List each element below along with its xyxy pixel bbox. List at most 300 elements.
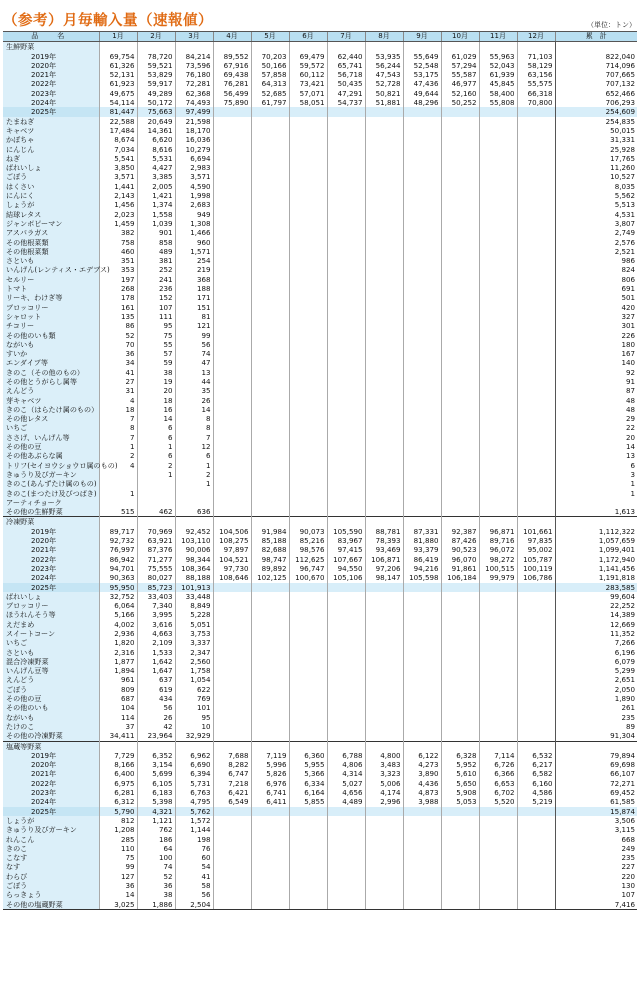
table-cell: 29 <box>555 414 637 423</box>
table-cell: 108,646 <box>213 573 251 582</box>
table-cell <box>517 498 555 507</box>
table-cell: 6,741 <box>251 788 289 797</box>
table-cell <box>365 433 403 442</box>
table-cell <box>327 405 365 414</box>
table-cell: 74,493 <box>175 98 213 107</box>
item-row <box>3 489 637 498</box>
table-cell <box>289 349 327 358</box>
table-cell: 6,702 <box>479 788 517 797</box>
item-name: トマト <box>3 284 99 293</box>
table-cell <box>479 657 517 666</box>
table-cell <box>517 470 555 479</box>
table-cell: 89 <box>555 722 637 731</box>
table-cell <box>479 358 517 367</box>
table-cell: 112,625 <box>289 555 327 564</box>
table-cell <box>327 703 365 712</box>
table-cell <box>251 583 289 592</box>
table-cell: 1 <box>175 461 213 470</box>
table-cell <box>479 853 517 862</box>
row-label: 2021年 <box>3 70 99 79</box>
table-cell: 2 <box>137 461 175 470</box>
table-cell: 52,548 <box>403 61 441 70</box>
table-cell <box>251 163 289 172</box>
table-cell <box>289 368 327 377</box>
item-row <box>3 145 637 154</box>
table-cell: 97,897 <box>213 545 251 554</box>
table-cell <box>365 191 403 200</box>
table-cell <box>479 675 517 684</box>
item-name: ごぼう <box>3 172 99 181</box>
table-cell <box>327 414 365 423</box>
table-cell: 86,942 <box>99 555 137 564</box>
item-row <box>3 816 637 825</box>
table-cell: 186 <box>137 835 175 844</box>
item-name: えんどう <box>3 386 99 395</box>
table-cell: 32,752 <box>99 592 137 601</box>
table-cell <box>137 479 175 488</box>
table-cell <box>403 172 441 181</box>
table-cell <box>403 377 441 386</box>
table-cell <box>441 238 479 247</box>
table-cell: 87,331 <box>403 527 441 536</box>
column-header: 4月 <box>213 32 251 42</box>
table-cell: 6,400 <box>99 769 137 778</box>
table-cell: 5,166 <box>99 610 137 619</box>
table-cell <box>289 145 327 154</box>
table-cell: 6 <box>175 451 213 460</box>
table-cell <box>213 638 251 647</box>
table-cell <box>479 442 517 451</box>
table-cell <box>517 331 555 340</box>
table-cell <box>289 825 327 834</box>
table-cell <box>517 433 555 442</box>
year-row <box>3 760 637 769</box>
table-cell <box>327 900 365 910</box>
table-cell <box>479 154 517 163</box>
table-cell <box>403 666 441 675</box>
item-name: チコリー <box>3 321 99 330</box>
table-cell <box>365 807 403 816</box>
table-cell: 84,214 <box>175 52 213 61</box>
table-cell: 901 <box>137 228 175 237</box>
table-cell: 97,835 <box>517 536 555 545</box>
table-cell <box>441 853 479 862</box>
table-cell <box>251 703 289 712</box>
table-cell <box>365 583 403 592</box>
table-cell: 1,374 <box>137 200 175 209</box>
table-cell: 8 <box>175 423 213 432</box>
table-cell <box>251 741 289 751</box>
table-cell <box>251 648 289 657</box>
table-cell <box>213 312 251 321</box>
table-cell <box>327 210 365 219</box>
table-cell <box>365 685 403 694</box>
table-cell <box>403 219 441 228</box>
table-cell <box>517 853 555 862</box>
table-cell <box>327 219 365 228</box>
table-cell <box>251 145 289 154</box>
table-cell <box>441 145 479 154</box>
table-cell <box>479 414 517 423</box>
table-cell <box>517 117 555 126</box>
table-cell <box>403 303 441 312</box>
table-cell <box>251 900 289 910</box>
table-cell <box>441 396 479 405</box>
section-header: 冷凍野菜 <box>3 517 99 527</box>
table-cell: 81 <box>175 312 213 321</box>
table-cell <box>327 191 365 200</box>
table-cell <box>517 731 555 741</box>
table-cell: 6,690 <box>175 760 213 769</box>
table-cell: 235 <box>555 713 637 722</box>
table-cell <box>327 200 365 209</box>
table-cell <box>441 498 479 507</box>
row-label: 2021年 <box>3 545 99 554</box>
table-cell: 5,955 <box>289 760 327 769</box>
item-name: きのこ（その他のもの） <box>3 368 99 377</box>
table-cell: 62,440 <box>327 52 365 61</box>
item-name: ほうれんそう等 <box>3 610 99 619</box>
table-cell <box>441 340 479 349</box>
table-cell <box>251 461 289 470</box>
item-name: えだまめ <box>3 620 99 629</box>
table-cell <box>365 200 403 209</box>
table-cell: 72,271 <box>555 779 637 788</box>
table-cell: 60,112 <box>289 70 327 79</box>
table-cell: 69,452 <box>555 788 637 797</box>
item-name: ながいも <box>3 340 99 349</box>
table-cell: 1,144 <box>175 825 213 834</box>
table-cell: 3,571 <box>99 172 137 181</box>
table-cell: 111 <box>137 312 175 321</box>
table-cell: 21,598 <box>175 117 213 126</box>
table-cell <box>365 312 403 321</box>
table-cell: 70,800 <box>517 98 555 107</box>
table-cell <box>251 713 289 722</box>
table-cell: 17,484 <box>99 126 137 135</box>
item-name: きゅうり及びガーキン <box>3 825 99 834</box>
table-cell: 16,036 <box>175 135 213 144</box>
table-cell <box>251 694 289 703</box>
table-cell <box>289 210 327 219</box>
table-cell: 227 <box>555 862 637 871</box>
table-cell: 63,156 <box>517 70 555 79</box>
table-cell <box>213 293 251 302</box>
table-cell: 97,730 <box>213 564 251 573</box>
table-cell: 3,154 <box>137 760 175 769</box>
table-cell: 6,788 <box>327 751 365 760</box>
table-cell <box>403 592 441 601</box>
table-cell <box>213 117 251 126</box>
table-cell <box>403 685 441 694</box>
table-cell <box>403 405 441 414</box>
table-cell: 1,533 <box>137 648 175 657</box>
table-cell: 27 <box>99 377 137 386</box>
table-cell <box>213 275 251 284</box>
item-row <box>3 405 637 414</box>
table-cell: 1,172,940 <box>555 555 637 564</box>
table-cell: 75,890 <box>213 98 251 107</box>
table-cell <box>365 601 403 610</box>
table-cell <box>365 741 403 751</box>
table-cell <box>441 312 479 321</box>
table-cell: 14,389 <box>555 610 637 619</box>
table-cell <box>251 247 289 256</box>
table-cell: 94,216 <box>403 564 441 573</box>
table-cell: 58,051 <box>289 98 327 107</box>
table-cell: 3,115 <box>555 825 637 834</box>
table-cell <box>441 126 479 135</box>
item-row <box>3 872 637 881</box>
table-cell <box>327 163 365 172</box>
table-cell <box>479 386 517 395</box>
table-cell: 44 <box>175 377 213 386</box>
section-header-row <box>3 741 637 751</box>
table-cell <box>403 442 441 451</box>
table-cell: 5,908 <box>441 788 479 797</box>
table-cell <box>289 816 327 825</box>
table-cell: 6,366 <box>479 769 517 778</box>
table-cell: 73,421 <box>289 79 327 88</box>
table-cell: 6,281 <box>99 788 137 797</box>
item-row <box>3 340 637 349</box>
table-cell: 49,644 <box>403 89 441 98</box>
table-cell <box>289 331 327 340</box>
table-cell <box>289 741 327 751</box>
table-cell: 4,586 <box>517 788 555 797</box>
table-cell: 4,806 <box>327 760 365 769</box>
table-cell: 2,023 <box>99 210 137 219</box>
table-cell <box>441 610 479 619</box>
table-cell: 2,560 <box>175 657 213 666</box>
table-cell <box>327 265 365 274</box>
table-cell <box>479 247 517 256</box>
table-cell <box>327 675 365 684</box>
table-cell: 55,587 <box>441 70 479 79</box>
table-cell <box>441 321 479 330</box>
table-cell <box>213 881 251 890</box>
table-cell <box>479 368 517 377</box>
item-row <box>3 349 637 358</box>
table-cell: 95,002 <box>517 545 555 554</box>
table-cell: 17,765 <box>555 154 637 163</box>
table-cell <box>441 172 479 181</box>
table-cell <box>137 517 175 527</box>
table-cell <box>289 228 327 237</box>
table-cell <box>251 293 289 302</box>
table-cell <box>251 200 289 209</box>
table-cell <box>517 685 555 694</box>
table-cell: 71,277 <box>137 555 175 564</box>
table-cell: 7,218 <box>213 779 251 788</box>
table-cell <box>517 844 555 853</box>
table-cell: 4,800 <box>365 751 403 760</box>
table-cell: 7,688 <box>213 751 251 760</box>
item-name: らっきょう <box>3 890 99 899</box>
table-cell: 52,043 <box>479 61 517 70</box>
item-row <box>3 182 637 191</box>
item-row <box>3 210 637 219</box>
table-cell <box>441 210 479 219</box>
table-cell <box>289 135 327 144</box>
table-cell <box>479 219 517 228</box>
table-cell <box>251 629 289 638</box>
table-cell: 1,456 <box>99 200 137 209</box>
table-cell: 3,483 <box>365 760 403 769</box>
table-cell: 10,279 <box>175 145 213 154</box>
table-cell: 36 <box>137 881 175 890</box>
table-cell: 97,206 <box>365 564 403 573</box>
item-name: その他レタス <box>3 414 99 423</box>
table-cell <box>365 247 403 256</box>
table-cell: 2,936 <box>99 629 137 638</box>
table-cell: 636 <box>175 507 213 517</box>
table-cell: 93,379 <box>403 545 441 554</box>
table-cell <box>251 377 289 386</box>
table-cell: 152 <box>137 293 175 302</box>
table-cell: 88,781 <box>365 527 403 536</box>
table-cell: 18 <box>137 396 175 405</box>
table-cell <box>479 694 517 703</box>
table-cell <box>327 657 365 666</box>
table-cell <box>479 872 517 881</box>
table-cell: 622 <box>175 685 213 694</box>
item-name: その他の生鮮野菜 <box>3 507 99 517</box>
table-cell <box>441 442 479 451</box>
item-row <box>3 592 637 601</box>
table-cell <box>251 807 289 816</box>
table-cell: 54,737 <box>327 98 365 107</box>
section-header-row <box>3 517 637 527</box>
table-cell: 76 <box>175 844 213 853</box>
table-cell: 462 <box>137 507 175 517</box>
table-cell <box>403 694 441 703</box>
table-cell <box>403 713 441 722</box>
item-row <box>3 191 637 200</box>
table-cell <box>327 479 365 488</box>
table-cell <box>251 349 289 358</box>
table-cell <box>365 423 403 432</box>
table-cell <box>403 293 441 302</box>
table-cell: 1,758 <box>175 666 213 675</box>
table-cell: 8,849 <box>175 601 213 610</box>
table-cell: 55 <box>137 340 175 349</box>
table-cell <box>441 629 479 638</box>
table-cell <box>441 284 479 293</box>
table-cell <box>213 629 251 638</box>
item-name: しょうが <box>3 200 99 209</box>
table-cell <box>327 890 365 899</box>
table-cell <box>327 238 365 247</box>
table-cell <box>289 592 327 601</box>
table-cell: 226 <box>555 331 637 340</box>
table-cell <box>327 256 365 265</box>
table-cell: 254 <box>175 256 213 265</box>
table-cell <box>517 256 555 265</box>
table-cell: 59 <box>137 358 175 367</box>
table-cell: 96,871 <box>479 527 517 536</box>
table-cell <box>479 331 517 340</box>
table-cell <box>213 620 251 629</box>
table-cell <box>517 321 555 330</box>
table-cell <box>289 423 327 432</box>
table-cell <box>441 405 479 414</box>
table-cell <box>365 405 403 414</box>
table-cell <box>403 228 441 237</box>
table-cell <box>441 872 479 881</box>
table-cell: 89,716 <box>479 536 517 545</box>
item-row <box>3 284 637 293</box>
table-cell <box>251 853 289 862</box>
table-cell: 2,996 <box>365 797 403 806</box>
table-cell: 127 <box>99 872 137 881</box>
column-header: 9月 <box>403 32 441 42</box>
table-cell <box>289 396 327 405</box>
table-cell: 1,057,659 <box>555 536 637 545</box>
table-cell <box>289 890 327 899</box>
table-cell <box>365 675 403 684</box>
table-cell <box>479 825 517 834</box>
table-cell <box>365 349 403 358</box>
table-cell <box>365 657 403 666</box>
table-cell: 1,894 <box>99 666 137 675</box>
table-cell <box>289 713 327 722</box>
item-name: ばれいしょ <box>3 163 99 172</box>
table-cell <box>289 881 327 890</box>
table-cell: 26 <box>137 713 175 722</box>
year-row <box>3 79 637 88</box>
table-cell <box>517 414 555 423</box>
table-cell: 7,034 <box>99 145 137 154</box>
table-cell <box>289 675 327 684</box>
table-cell <box>517 368 555 377</box>
table-cell: 707,132 <box>555 79 637 88</box>
item-name: えんどう <box>3 675 99 684</box>
table-cell <box>327 117 365 126</box>
table-cell <box>99 741 137 751</box>
table-cell: 52 <box>137 872 175 881</box>
table-cell <box>441 592 479 601</box>
table-cell: 52,131 <box>99 70 137 79</box>
table-cell: 55,808 <box>479 98 517 107</box>
item-row <box>3 666 637 675</box>
table-cell: 87,426 <box>441 536 479 545</box>
item-row <box>3 331 637 340</box>
table-cell <box>403 182 441 191</box>
table-cell: 78,720 <box>137 52 175 61</box>
table-cell <box>365 507 403 517</box>
table-cell <box>517 284 555 293</box>
table-cell <box>479 507 517 517</box>
table-cell <box>251 368 289 377</box>
table-cell <box>517 517 555 527</box>
table-cell: 691 <box>555 284 637 293</box>
table-cell: 19 <box>137 377 175 386</box>
table-cell <box>251 675 289 684</box>
year-row <box>3 564 637 573</box>
table-cell <box>479 312 517 321</box>
table-cell: 6,747 <box>213 769 251 778</box>
table-cell <box>365 816 403 825</box>
table-cell: 198 <box>175 835 213 844</box>
table-cell: 38 <box>137 368 175 377</box>
item-row <box>3 835 637 844</box>
item-row <box>3 610 637 619</box>
year-row <box>3 536 637 545</box>
table-cell <box>213 872 251 881</box>
table-cell <box>327 713 365 722</box>
item-name: その他のいも類 <box>3 331 99 340</box>
